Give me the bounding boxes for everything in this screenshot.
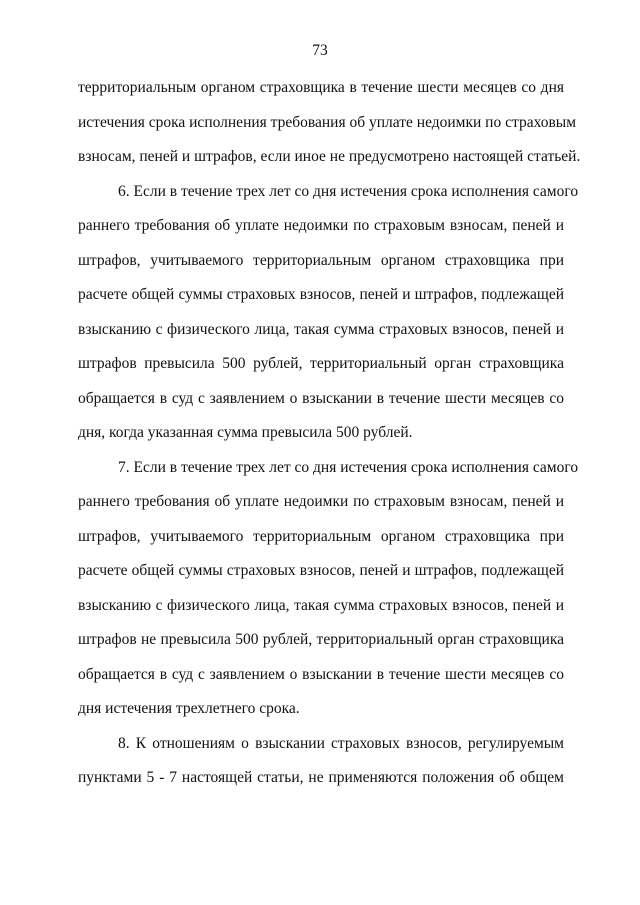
text-line: раннего требования об уплате недоимки по страховым взносам, пеней и xyxy=(78,217,564,234)
body-text xyxy=(78,71,581,796)
text-line: обращается в суд с заявлением о взыскании в течение шести месяцев со xyxy=(78,665,564,683)
text-line: штрафов не превысила 500 рублей, территориальный орган страховщика xyxy=(78,631,564,648)
text-line: штрафов, учитываемого территориальным органом страховщика при xyxy=(78,527,564,545)
text-line: взысканию с физического лица, такая сумма страховых взносов, пеней и xyxy=(78,596,564,614)
text-line: дня истечения трехлетнего срока. xyxy=(78,700,300,717)
text-line: расчете общей суммы страховых взносов, пеней и штрафов, подлежащей xyxy=(78,286,564,303)
page-number: 73 xyxy=(312,42,328,59)
text-line: расчете общей суммы страховых взносов, пеней и штрафов, подлежащей xyxy=(78,562,564,579)
text-line: 8. К отношениям о взыскании страховых взносов, регулируемым xyxy=(118,734,564,752)
text-line: штрафов, учитываемого территориальным органом страховщика при xyxy=(78,251,564,269)
text-line: обращается в суд с заявлением о взыскании в течение шести месяцев со xyxy=(78,389,564,407)
text-line: дня, когда указанная сумма превысила 500 рублей. xyxy=(78,424,413,441)
text-line: 7. Если в течение трех лет со дня истечения срока исполнения самого xyxy=(118,458,579,476)
text-line: пунктами 5 - 7 настоящей статьи, не применяются положения об общем xyxy=(78,769,564,786)
text-line: раннего требования об уплате недоимки по страховым взносам, пеней и xyxy=(78,493,564,510)
text-line: истечения срока исполнения требования об уплате недоимки по страховым xyxy=(78,113,577,131)
text-line: взысканию с физического лица, такая сумма страховых взносов, пеней и xyxy=(78,320,564,338)
text-line: взносам, пеней и штрафов, если иное не предусмотрено настоящей статьей. xyxy=(78,148,581,165)
text-line: 6. Если в течение трех лет со дня истечения срока исполнения самого xyxy=(118,182,579,200)
text-line: штрафов превысила 500 рублей, территориальный орган страховщика xyxy=(78,355,564,372)
text-line: территориальным органом страховщика в течение шести месяцев со дня xyxy=(78,79,564,96)
